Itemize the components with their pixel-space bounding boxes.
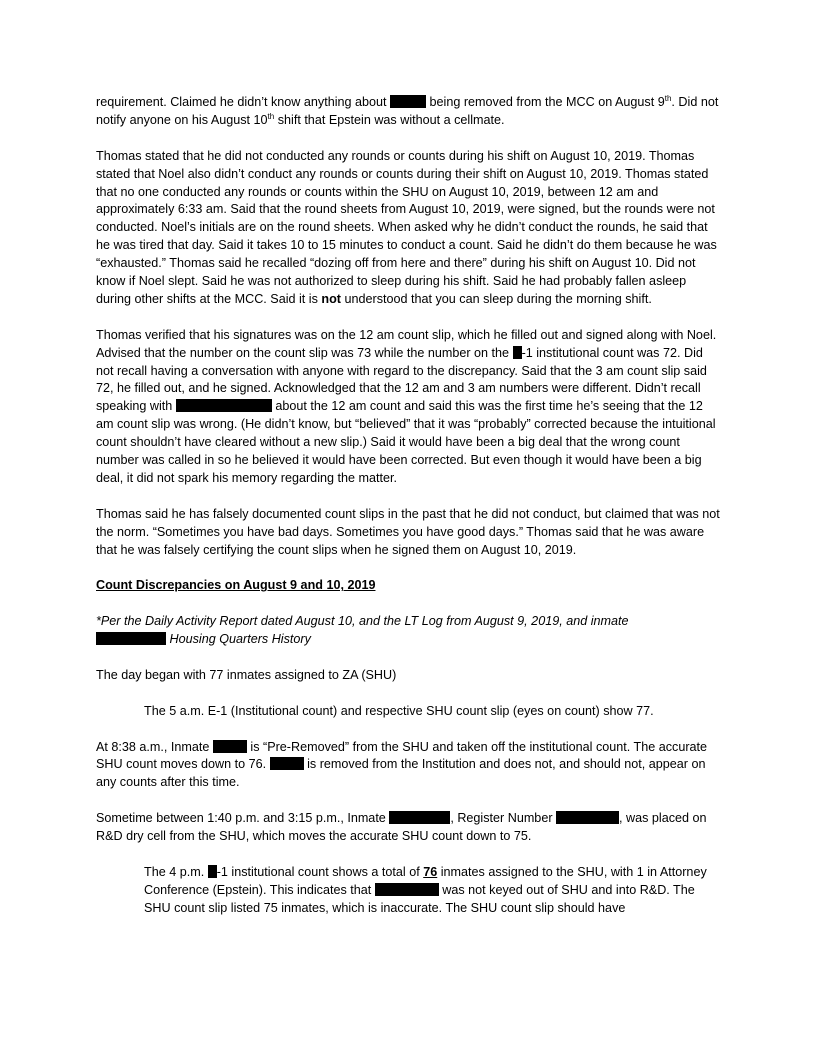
text: At 8:38 a.m., Inmate [96, 739, 210, 754]
redaction-box [389, 811, 450, 824]
text: Housing Quarters History [169, 632, 311, 647]
superscript: th [664, 93, 672, 103]
paragraph-cellmate [96, 94, 720, 130]
section-heading: Count Discrepancies on August 9 and 10, 2019 [96, 578, 376, 593]
text: , Register Number [450, 811, 553, 826]
paragraph-dry-cell [96, 810, 720, 846]
text: inmates assigned to the SHU, with 1 in Attorney Conference (Epstein). This indicates that [144, 864, 707, 897]
redaction-box [513, 346, 522, 359]
text: -1 institutional count was 72. Did not recall having a conversation with anyone with regard to the discrepancy. Said that the 3 am count slip said 72, he filled out, and he signed. Acknowledged that the 12 am and 3 am numbers were different. Didn’t recall speaking with [96, 345, 707, 414]
superscript: th [267, 111, 275, 121]
text: about the 12 am count and said this was the first time he’s seeing that the 12 am count slip was wrong. (He didn’t know, but “believed” that it was “probably” corrected because the intuitional count shouldn’t have cleared without a new slip.) Said it would have been a big deal that the wrong count number was called in so he believed it would have been corrected. But even though it would have been a big deal, it did not spark his memory regarding the matter. [96, 399, 716, 485]
text: being removed from the MCC on August 9 [429, 95, 665, 109]
paragraph-5am-count: The 5 a.m. E-1 (Institutional count) and respective SHU count slip (eyes on count) show 77. [144, 703, 654, 718]
redaction-box [176, 399, 272, 412]
paragraph-count-slip [96, 327, 720, 488]
paragraph-pre-removed [96, 739, 720, 793]
redaction-box [270, 757, 304, 770]
redaction-box [96, 632, 166, 645]
bold-text: not [321, 291, 341, 306]
text: understood that you can sleep during the morning shift. [344, 291, 652, 306]
redaction-box [208, 865, 217, 878]
text: is removed from the Institution and does not, and should not, appear on any counts after this time. [96, 757, 706, 790]
redaction-box [556, 811, 619, 824]
paragraph-rounds [96, 148, 720, 309]
redaction-box [375, 883, 439, 896]
redaction-box [390, 95, 426, 108]
paragraph-falsely-documented: Thomas said he has falsely documented count slips in the past that he did not conduct, but claimed that was not the norm. “Sometimes you have bad days. Sometimes you have good days.” Thomas said that he was aware that he was falsely certifying the count slips when he signed them on August 10, 2019. [96, 506, 720, 557]
text: is “Pre-Removed” from the SHU and taken off the institutional count. The accurate SHU count moves down to 76. [96, 739, 708, 772]
text: was not keyed out of SHU and into R&D. The SHU count slip listed 75 inmates, which is inaccurate. The SHU count slip should have [144, 882, 695, 915]
text: requirement. Claimed he didn’t know anything about [96, 95, 387, 109]
text: Thomas verified that his signatures was on the 12 am count slip, which he filled out and signed along with Noel. Advised that the number on the count slip was 73 while the number on the [96, 327, 717, 360]
text: shift that Epstein was without a cellmate. [274, 112, 505, 127]
text: The 4 p.m. [144, 864, 205, 879]
redaction-box [213, 740, 247, 753]
text: Sometime between 1:40 p.m. and 3:15 p.m., Inmate [96, 811, 386, 826]
paragraph-day-began: The day began with 77 inmates assigned to ZA (SHU) [96, 667, 397, 682]
source-note [96, 613, 720, 649]
text: -1 institutional count shows a total of [216, 864, 420, 879]
paragraph-4pm-count [96, 864, 720, 918]
text: . Did not notify anyone on his August 10 [96, 95, 719, 127]
underlined-count: 76 [423, 864, 438, 879]
document-page [96, 94, 720, 935]
text: *Per the Daily Activity Report dated August 10, and the LT Log from August 9, 2019, and inmate [96, 614, 629, 629]
text: , was placed on R&D dry cell from the SHU, which moves the accurate SHU count down to 75. [96, 811, 707, 844]
text: Thomas stated that he did not conducted any rounds or counts during his shift on August 10, 2019. Thomas stated that Noel also didn’t conduct any rounds or counts during their shift on August 10, 2019. Thomas stated that no one conducted any rounds or counts within the SHU on August 10, 2019, between 12 am and approximately 6:33 am. Said that the round sheets from August 10, 2019, were signed, but the rounds were not conducted. Noel’s initials are on the round sheets. When asked why he didn’t conduct the rounds, he said that he was tired that day. Said it takes 10 to 15 minutes to conduct a count. Said he didn’t do them because he was “exhausted.” Thomas said he recalled “dozing off from here and there” during his shift on August 10. Did not know if Noel slept. Said he was not authorized to sleep during his shift. Said he had probably fallen asleep during other shifts at the MCC. Said it is [96, 148, 717, 306]
